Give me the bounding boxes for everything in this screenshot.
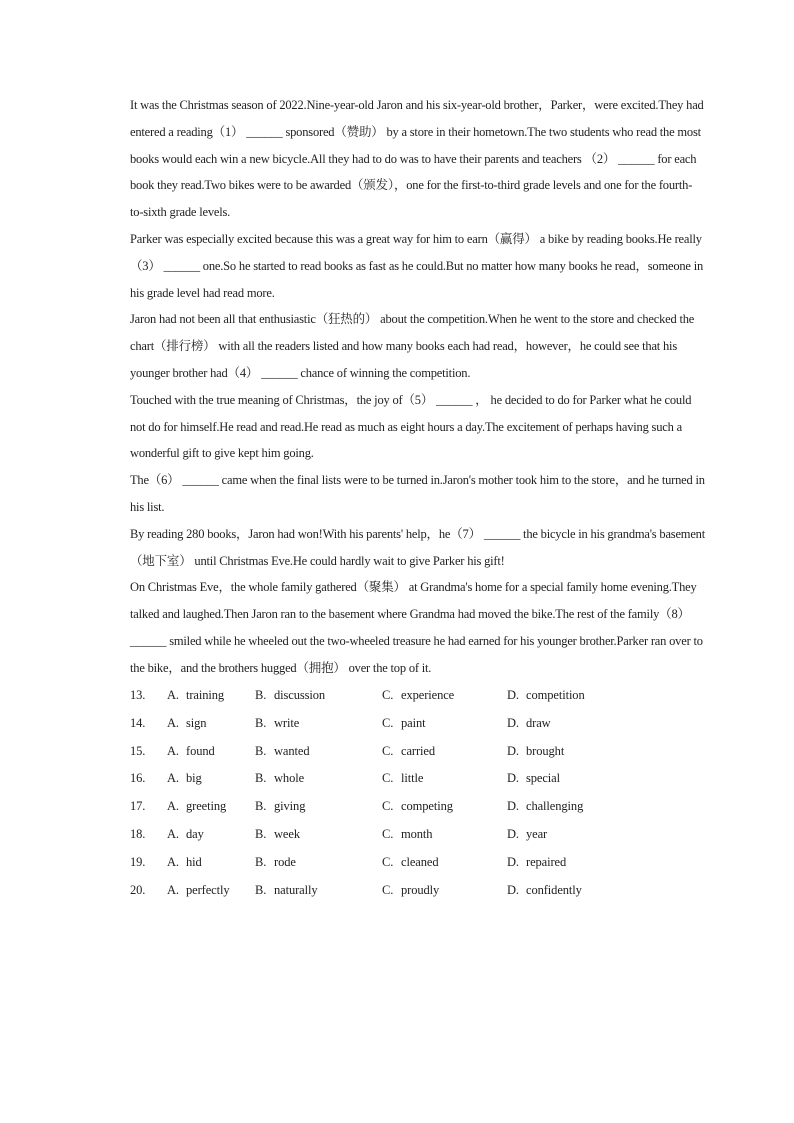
option-a — [167, 744, 255, 759]
option-a — [167, 799, 255, 814]
option-b — [255, 855, 382, 870]
option-b — [255, 688, 382, 703]
option-letter: C. — [382, 771, 394, 786]
option-text: big — [186, 771, 202, 786]
option-letter: B. — [255, 687, 267, 702]
option-letter: A. — [167, 882, 179, 897]
option-c — [382, 744, 507, 759]
passage — [130, 92, 705, 682]
option-a — [167, 688, 255, 703]
question-row — [130, 876, 705, 904]
passage-paragraph-1: It was the Christmas season of 2022.Nine-year-old Jaron and his six-year-old brother，Parker，were excited.They had entered a reading（1） ______ sponsored（赞助） by a store in their hometown.The two students who read the most books would each win a new bicycle.All they had to do was to have their parents and teachers （2） ______ for each book they read.Two bikes were to be awarded（颁发），one for the first-to-third grade levels and one for the fourth-to-sixth grade levels. — [130, 98, 704, 220]
option-letter: C. — [382, 854, 394, 869]
option-text: confidently — [526, 882, 582, 897]
option-letter: B. — [255, 854, 267, 869]
option-letter: B. — [255, 715, 267, 730]
option-letter: A. — [167, 715, 179, 730]
question-number: 16. — [130, 771, 146, 786]
option-b — [255, 744, 382, 759]
option-b — [255, 771, 382, 786]
option-text: greeting — [186, 799, 227, 814]
option-d — [507, 716, 627, 731]
question-number: 18. — [130, 826, 146, 841]
option-text: wanted — [274, 743, 310, 758]
option-a — [167, 883, 255, 898]
option-text: carried — [401, 743, 435, 758]
option-text: sign — [186, 715, 207, 730]
option-letter: B. — [255, 882, 267, 897]
option-text: competing — [401, 799, 453, 814]
option-c — [382, 799, 507, 814]
option-text: giving — [274, 799, 306, 814]
option-c — [382, 716, 507, 731]
option-text: little — [401, 771, 424, 786]
passage-paragraph-7: On Christmas Eve，the whole family gathered（聚集） at Grandma's home for a special family home evening.They talked and laughed.Then Jaron ran to the basement where Grandma had moved the bike.The rest of the family（8） ______ smiled while he wheeled out the two-wheeled treasure he had earned for his younger brother.Parker ran over to the bike，and the brothers hugged（拥抱） over the top of it. — [130, 580, 703, 675]
passage-paragraph-5: The（6） ______ came when the final lists were to be turned in.Jaron's mother took him to the store，and he turned in his list. — [130, 473, 705, 514]
option-letter: C. — [382, 743, 394, 758]
option-d — [507, 688, 627, 703]
passage-paragraph-2: Parker was especially excited because this was a great way for him to earn（赢得） a bike by reading books.He really（3） ______ one.So he started to read books as fast as he could.But no matter how many books he read，someone in his grade level had read more. — [130, 231, 704, 300]
question-row — [130, 793, 705, 821]
question-number: 15. — [130, 743, 146, 758]
option-d — [507, 771, 627, 786]
option-text: experience — [401, 687, 455, 702]
option-letter: A. — [167, 687, 179, 702]
option-a — [167, 771, 255, 786]
option-letter: B. — [255, 743, 267, 758]
document-page — [130, 92, 705, 904]
option-c — [382, 771, 507, 786]
option-letter: D. — [507, 715, 519, 730]
question-row — [130, 682, 705, 710]
option-text: found — [186, 743, 215, 758]
option-letter: B. — [255, 826, 267, 841]
option-letter: C. — [382, 826, 394, 841]
option-letter: C. — [382, 799, 394, 814]
option-a — [167, 716, 255, 731]
question-list — [130, 682, 705, 904]
option-d — [507, 855, 627, 870]
option-text: repaired — [526, 854, 567, 869]
option-text: discussion — [274, 687, 326, 702]
option-b — [255, 716, 382, 731]
question-row — [130, 821, 705, 849]
option-letter: C. — [382, 687, 394, 702]
option-text: day — [186, 826, 204, 841]
option-letter: B. — [255, 771, 267, 786]
option-letter: C. — [382, 715, 394, 730]
option-text: proudly — [401, 882, 440, 897]
question-row — [130, 709, 705, 737]
option-text: naturally — [274, 882, 318, 897]
question-row — [130, 765, 705, 793]
option-letter: A. — [167, 799, 179, 814]
option-letter: A. — [167, 854, 179, 869]
question-number: 14. — [130, 715, 146, 730]
option-c — [382, 827, 507, 842]
option-text: draw — [526, 715, 551, 730]
option-text: training — [186, 687, 225, 702]
option-text: perfectly — [186, 882, 230, 897]
question-row — [130, 848, 705, 876]
option-letter: A. — [167, 771, 179, 786]
passage-paragraph-6: By reading 280 books，Jaron had won!With his parents' help，he（7） ______ the bicycle in his grandma's basement（地下室） until Christmas Eve.He could hardly wait to give Parker his gift! — [130, 526, 705, 568]
option-text: challenging — [526, 799, 584, 814]
passage-paragraph-4: Touched with the true meaning of Christmas，the joy of（5） ______ ， he decided to do for Parker what he could not do for himself.He read and read.He read as much as eight hours a day.The excitement of perhaps having such a wonderful gift to give kept him going. — [130, 392, 692, 461]
option-c — [382, 883, 507, 898]
option-letter: D. — [507, 799, 519, 814]
option-letter: A. — [167, 743, 179, 758]
option-a — [167, 855, 255, 870]
option-b — [255, 883, 382, 898]
option-text: whole — [274, 771, 305, 786]
option-d — [507, 744, 627, 759]
option-text: brought — [526, 743, 565, 758]
question-number: 20. — [130, 882, 146, 897]
option-text: rode — [274, 854, 296, 869]
option-b — [255, 799, 382, 814]
question-number: 13. — [130, 687, 146, 702]
option-letter: D. — [507, 826, 519, 841]
question-number: 19. — [130, 854, 146, 869]
option-letter: D. — [507, 687, 519, 702]
option-letter: D. — [507, 743, 519, 758]
option-text: paint — [401, 715, 426, 730]
question-number: 17. — [130, 799, 146, 814]
option-a — [167, 827, 255, 842]
option-c — [382, 688, 507, 703]
option-letter: D. — [507, 771, 519, 786]
option-letter: D. — [507, 854, 519, 869]
option-text: hid — [186, 854, 202, 869]
question-row — [130, 737, 705, 765]
option-text: competition — [526, 687, 585, 702]
option-d — [507, 799, 627, 814]
option-letter: C. — [382, 882, 394, 897]
option-letter: A. — [167, 826, 179, 841]
option-d — [507, 827, 627, 842]
option-c — [382, 855, 507, 870]
option-letter: D. — [507, 882, 519, 897]
option-text: month — [401, 826, 433, 841]
option-text: week — [274, 826, 300, 841]
option-text: year — [526, 826, 548, 841]
option-letter: B. — [255, 799, 267, 814]
option-b — [255, 827, 382, 842]
passage-paragraph-3: Jaron had not been all that enthusiastic（狂热的） about the competition.When he went to the store and checked the chart（排行榜） with all the readers listed and how many books each had read，however，he could see that his younger brother had（4） ______ chance of winning the competition. — [130, 312, 695, 380]
option-d — [507, 883, 627, 898]
option-text: write — [274, 715, 300, 730]
option-text: cleaned — [401, 854, 439, 869]
option-text: special — [526, 771, 561, 786]
